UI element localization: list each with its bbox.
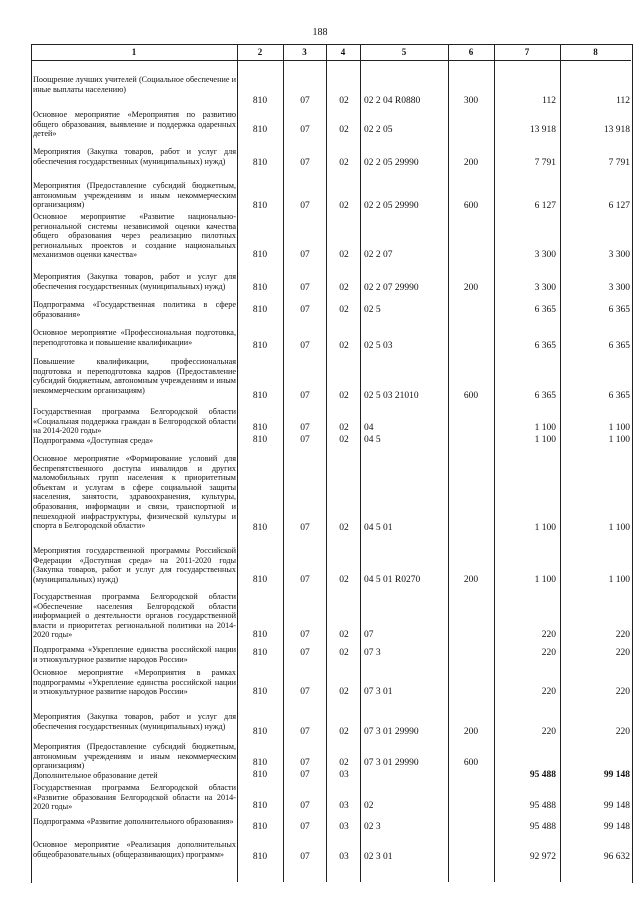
cell-section: 07 bbox=[300, 283, 310, 293]
row-description: Государственная программа Белгородской области «Социальная поддержка граждан в Белгородской области на 2014-2020 годы» bbox=[33, 407, 236, 436]
row-description: Повышение квалификации, профессиональная подготовка и переподготовка кадров (Предоставление субсидий бюджетным, автономным учреждениям и иным некоммерческим организациям) bbox=[33, 357, 236, 395]
cell-amount-1: 95 488 bbox=[529, 770, 556, 780]
table-row bbox=[0, 771, 640, 781]
row-description: Основное мероприятие «Формирование условий для беспрепятственного доступа инвалидов и других маломобильных групп населения к приоритетным объектам и услугам в сфере социальной защиты населения, занятости, здравоохранения, культуры, образования, информации и связи, транспортной и пешеходной инфраструктуры, физической культуры и спорта в Белгородской области» bbox=[33, 454, 236, 531]
cell-ministry: 810 bbox=[252, 687, 268, 697]
row-description: Основное мероприятие «Мероприятия по развитию общего образования, выявление и поддержка одаренных детей» bbox=[33, 110, 236, 139]
cell-section: 07 bbox=[300, 687, 310, 697]
table-row bbox=[0, 546, 640, 586]
cell-expense-type: 200 bbox=[463, 283, 479, 293]
cell-amount-2: 6 127 bbox=[608, 201, 630, 211]
cell-amount-2: 3 300 bbox=[608, 250, 630, 260]
cell-ministry: 810 bbox=[252, 822, 268, 832]
cell-section: 07 bbox=[300, 575, 310, 585]
cell-amount-2: 13 918 bbox=[603, 125, 630, 135]
cell-ministry: 810 bbox=[252, 852, 268, 862]
cell-amount-1: 92 972 bbox=[529, 852, 556, 862]
row-description: Основное мероприятие «Мероприятия в рамках подпрограммы «Укрепление единства российской нации и этнокультурное развитие народов России» bbox=[33, 668, 236, 697]
cell-section: 07 bbox=[300, 801, 310, 811]
cell-amount-2: 1 100 bbox=[608, 423, 630, 433]
cell-ministry: 810 bbox=[252, 801, 268, 811]
row-description: Мероприятия (Закупка товаров, работ и услуг для обеспечения государственных (муниципальных) нужд) bbox=[33, 147, 236, 166]
cell-ministry: 810 bbox=[252, 158, 268, 168]
cell-target-code: 07 3 bbox=[364, 648, 381, 658]
table-row bbox=[0, 668, 640, 698]
row-description: Дополнительное образование детей bbox=[33, 771, 158, 780]
cell-section: 07 bbox=[300, 630, 310, 640]
header-cell: 2 bbox=[257, 47, 263, 57]
page-number: 188 bbox=[312, 27, 328, 38]
cell-subsection: 02 bbox=[339, 630, 349, 640]
cell-section: 07 bbox=[300, 250, 310, 260]
header-cell: 7 bbox=[524, 47, 530, 57]
cell-subsection: 02 bbox=[339, 523, 349, 533]
cell-ministry: 810 bbox=[252, 648, 268, 658]
cell-ministry: 810 bbox=[252, 125, 268, 135]
cell-subsection: 02 bbox=[339, 423, 349, 433]
cell-amount-1: 112 bbox=[542, 96, 556, 106]
table-row bbox=[0, 436, 640, 446]
header-cell: 1 bbox=[131, 47, 137, 57]
cell-ministry: 810 bbox=[252, 435, 268, 445]
cell-ministry: 810 bbox=[252, 283, 268, 293]
cell-subsection: 02 bbox=[339, 305, 349, 315]
cell-section: 07 bbox=[300, 158, 310, 168]
table-row bbox=[0, 840, 640, 863]
row-description: Основное мероприятие «Развитие национально-региональной системы независимой оценки качества общего образования через реализацию пилотных региональных проектов и создание национальных механизмов оценки качества» bbox=[33, 212, 236, 260]
header-cell: 5 bbox=[401, 47, 407, 57]
cell-subsection: 02 bbox=[339, 727, 349, 737]
cell-amount-2: 96 632 bbox=[603, 852, 630, 862]
cell-amount-1: 6 365 bbox=[534, 391, 556, 401]
cell-amount-2: 6 365 bbox=[608, 391, 630, 401]
cell-ministry: 810 bbox=[252, 250, 268, 260]
table-row bbox=[0, 742, 640, 769]
cell-amount-1: 13 918 bbox=[529, 125, 556, 135]
cell-section: 07 bbox=[300, 727, 310, 737]
header-divider bbox=[31, 60, 631, 61]
cell-subsection: 02 bbox=[339, 391, 349, 401]
table-row bbox=[0, 300, 640, 319]
cell-section: 07 bbox=[300, 201, 310, 211]
row-description: Мероприятия (Предоставление субсидий бюджетным, автономным учреждениям и иным некоммерческим организациям) bbox=[33, 181, 236, 210]
table-row bbox=[0, 712, 640, 738]
cell-subsection: 02 bbox=[339, 158, 349, 168]
table-row bbox=[0, 357, 640, 402]
cell-target-code: 07 3 01 29990 bbox=[364, 758, 419, 768]
cell-subsection: 03 bbox=[339, 852, 349, 862]
row-description: Мероприятия (Предоставление субсидий бюджетным, автономным учреждениям и иным некоммерческим организациям) bbox=[33, 742, 236, 771]
cell-subsection: 03 bbox=[339, 822, 349, 832]
table-row bbox=[0, 407, 640, 434]
cell-amount-2: 220 bbox=[615, 648, 630, 658]
cell-ministry: 810 bbox=[252, 523, 268, 533]
row-description: Подпрограмма «Доступная среда» bbox=[33, 436, 154, 445]
cell-ministry: 810 bbox=[252, 630, 268, 640]
cell-ministry: 810 bbox=[252, 423, 268, 433]
cell-target-code: 02 5 03 21010 bbox=[364, 391, 419, 401]
cell-expense-type: 600 bbox=[463, 201, 479, 211]
cell-amount-2: 112 bbox=[616, 96, 630, 106]
cell-amount-1: 95 488 bbox=[529, 801, 556, 811]
cell-section: 07 bbox=[300, 125, 310, 135]
cell-amount-2: 6 365 bbox=[608, 341, 630, 351]
cell-expense-type: 200 bbox=[463, 727, 479, 737]
row-description: Основное мероприятие «Реализация дополнительных общеобразовательных (общеразвивающих) программ» bbox=[33, 840, 236, 859]
cell-amount-2: 99 148 bbox=[603, 801, 630, 811]
row-description: Мероприятия (Закупка товаров, работ и услуг для обеспечения государственных (муниципальных) нужд) bbox=[33, 272, 236, 291]
cell-section: 07 bbox=[300, 758, 310, 768]
cell-expense-type: 200 bbox=[463, 575, 479, 585]
cell-amount-1: 3 300 bbox=[534, 250, 556, 260]
cell-target-code: 02 2 04 R0880 bbox=[364, 96, 421, 106]
cell-target-code: 02 bbox=[364, 801, 374, 811]
table-row bbox=[0, 592, 640, 641]
cell-section: 07 bbox=[300, 341, 310, 351]
row-description: Поощрение лучших учителей (Социальное обеспечение и иные выплаты населению) bbox=[33, 75, 236, 94]
cell-amount-1: 1 100 bbox=[534, 575, 556, 585]
cell-amount-2: 99 148 bbox=[603, 770, 630, 780]
cell-amount-1: 6 365 bbox=[534, 341, 556, 351]
cell-section: 07 bbox=[300, 852, 310, 862]
cell-expense-type: 300 bbox=[463, 96, 479, 106]
cell-target-code: 07 bbox=[364, 630, 374, 640]
cell-section: 07 bbox=[300, 523, 310, 533]
cell-amount-2: 220 bbox=[615, 687, 630, 697]
table-row bbox=[0, 110, 640, 139]
cell-target-code: 02 3 bbox=[364, 822, 381, 832]
cell-amount-2: 220 bbox=[615, 630, 630, 640]
cell-subsection: 02 bbox=[339, 250, 349, 260]
table-row bbox=[0, 817, 640, 833]
cell-amount-2: 99 148 bbox=[603, 822, 630, 832]
cell-ministry: 810 bbox=[252, 201, 268, 211]
cell-ministry: 810 bbox=[252, 770, 268, 780]
table-row bbox=[0, 75, 640, 107]
row-description: Государственная программа Белгородской области «Обеспечение населения Белгородской области информацией о деятельности органов государственной власти и приоритетах региональной политики на 2014-2020 годы» bbox=[33, 592, 236, 640]
cell-subsection: 02 bbox=[339, 125, 349, 135]
table-row bbox=[0, 328, 640, 352]
cell-amount-2: 7 791 bbox=[608, 158, 630, 168]
cell-section: 07 bbox=[300, 96, 310, 106]
cell-target-code: 02 2 05 bbox=[364, 125, 393, 135]
cell-amount-2: 3 300 bbox=[608, 283, 630, 293]
cell-amount-1: 220 bbox=[541, 727, 556, 737]
cell-ministry: 810 bbox=[252, 575, 268, 585]
table-row bbox=[0, 783, 640, 812]
cell-ministry: 810 bbox=[252, 758, 268, 768]
cell-amount-1: 220 bbox=[541, 687, 556, 697]
row-description: Государственная программа Белгородской области «Развитие образования Белгородской области на 2014-2020 годы» bbox=[33, 783, 236, 812]
cell-ministry: 810 bbox=[252, 305, 268, 315]
cell-subsection: 02 bbox=[339, 435, 349, 445]
header-cell: 6 bbox=[468, 47, 474, 57]
cell-ministry: 810 bbox=[252, 727, 268, 737]
cell-subsection: 02 bbox=[339, 648, 349, 658]
cell-amount-2: 6 365 bbox=[608, 305, 630, 315]
cell-amount-1: 3 300 bbox=[534, 283, 556, 293]
cell-target-code: 07 3 01 29990 bbox=[364, 727, 419, 737]
cell-expense-type: 200 bbox=[463, 158, 479, 168]
cell-section: 07 bbox=[300, 822, 310, 832]
table-row bbox=[0, 147, 640, 169]
cell-target-code: 04 5 01 R0270 bbox=[364, 575, 421, 585]
cell-target-code: 02 2 05 29990 bbox=[364, 201, 419, 211]
cell-ministry: 810 bbox=[252, 391, 268, 401]
row-description: Основное мероприятие «Профессиональная подготовка, переподготовка и повышение квалификации» bbox=[33, 328, 236, 347]
cell-target-code: 02 3 01 bbox=[364, 852, 393, 862]
cell-subsection: 03 bbox=[339, 770, 349, 780]
cell-amount-2: 220 bbox=[615, 727, 630, 737]
cell-amount-1: 220 bbox=[541, 648, 556, 658]
row-description: Подпрограмма «Развитие дополнительного образования» bbox=[33, 817, 234, 826]
cell-section: 07 bbox=[300, 391, 310, 401]
cell-amount-1: 6 127 bbox=[534, 201, 556, 211]
row-description: Подпрограмма «Государственная политика в сфере образования» bbox=[33, 300, 236, 319]
cell-subsection: 02 bbox=[339, 341, 349, 351]
cell-amount-1: 95 488 bbox=[529, 822, 556, 832]
cell-amount-2: 1 100 bbox=[608, 523, 630, 533]
cell-amount-1: 220 bbox=[541, 630, 556, 640]
cell-section: 07 bbox=[300, 423, 310, 433]
cell-section: 07 bbox=[300, 648, 310, 658]
cell-amount-2: 1 100 bbox=[608, 435, 630, 445]
cell-target-code: 02 2 05 29990 bbox=[364, 158, 419, 168]
header-cell: 8 bbox=[593, 47, 598, 57]
cell-subsection: 02 bbox=[339, 201, 349, 211]
cell-amount-1: 6 365 bbox=[534, 305, 556, 315]
cell-target-code: 04 5 bbox=[364, 435, 381, 445]
table-row bbox=[0, 212, 640, 261]
cell-target-code: 07 3 01 bbox=[364, 687, 393, 697]
cell-amount-1: 7 791 bbox=[534, 158, 556, 168]
cell-subsection: 03 bbox=[339, 801, 349, 811]
cell-amount-1: 1 100 bbox=[534, 523, 556, 533]
cell-subsection: 02 bbox=[339, 575, 349, 585]
cell-target-code: 04 bbox=[364, 423, 374, 433]
cell-subsection: 02 bbox=[339, 283, 349, 293]
cell-subsection: 02 bbox=[339, 687, 349, 697]
table-row bbox=[0, 454, 640, 534]
cell-ministry: 810 bbox=[252, 96, 268, 106]
cell-target-code: 02 2 07 bbox=[364, 250, 393, 260]
cell-section: 07 bbox=[300, 435, 310, 445]
cell-subsection: 02 bbox=[339, 96, 349, 106]
table-row bbox=[0, 272, 640, 294]
cell-target-code: 02 2 07 29990 bbox=[364, 283, 419, 293]
cell-section: 07 bbox=[300, 305, 310, 315]
cell-expense-type: 600 bbox=[463, 391, 479, 401]
row-description: Мероприятия государственной программы Российской Федерации «Доступная среда» на 2011-2020 годы (Закупка товаров, работ и услуг для государственных (муниципальных) нужд) bbox=[33, 546, 236, 584]
row-description: Подпрограмма «Укрепление единства российской нации и этнокультурное развитие народов России» bbox=[33, 645, 236, 664]
cell-amount-1: 1 100 bbox=[534, 423, 556, 433]
cell-section: 07 bbox=[300, 770, 310, 780]
row-description: Мероприятия (Закупка товаров, работ и услуг для обеспечения государственных (муниципальных) нужд) bbox=[33, 712, 236, 731]
header-cell: 3 bbox=[302, 47, 307, 57]
header-cell: 4 bbox=[340, 47, 346, 57]
cell-expense-type: 600 bbox=[463, 758, 479, 768]
cell-subsection: 02 bbox=[339, 758, 349, 768]
table-row bbox=[0, 645, 640, 664]
cell-target-code: 02 5 03 bbox=[364, 341, 393, 351]
cell-ministry: 810 bbox=[252, 341, 268, 351]
cell-amount-2: 1 100 bbox=[608, 575, 630, 585]
cell-amount-1: 1 100 bbox=[534, 435, 556, 445]
cell-target-code: 02 5 bbox=[364, 305, 381, 315]
cell-target-code: 04 5 01 bbox=[364, 523, 393, 533]
table-row bbox=[0, 181, 640, 212]
